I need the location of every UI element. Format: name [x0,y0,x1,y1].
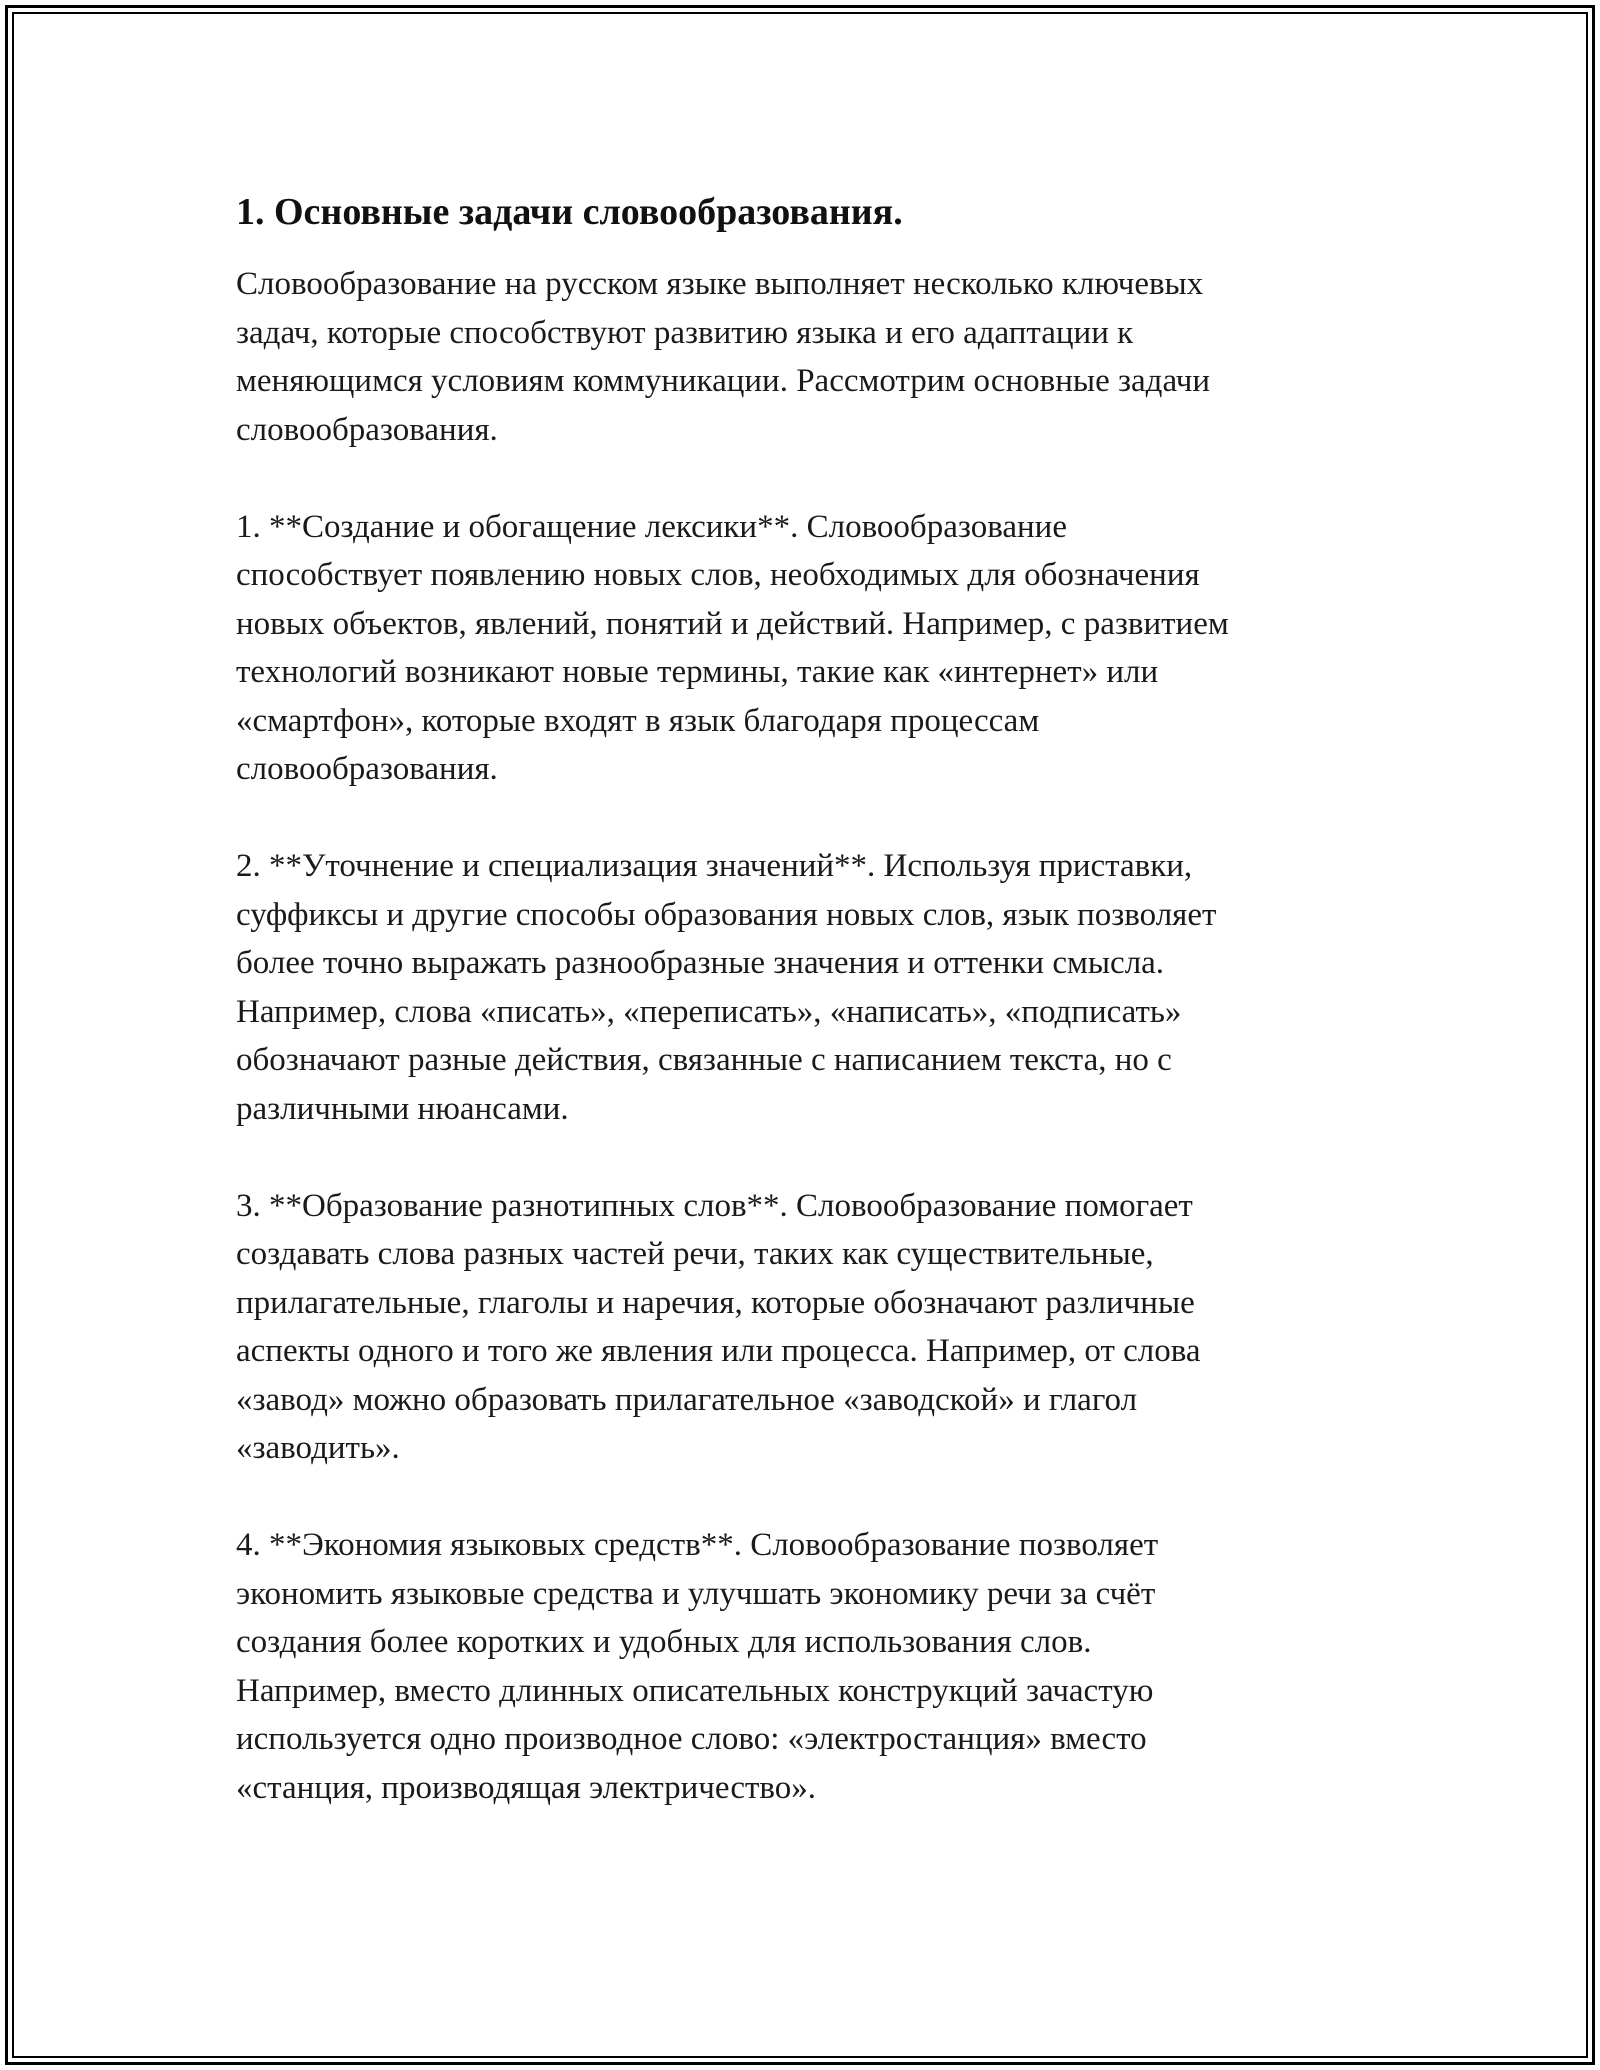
text-line: 1. **Создание и обогащение лексики**. Словообразование [236,508,1067,545]
text-line: «смартфон», которые входят в язык благодаря процессам [236,702,1040,739]
text-line: 4. **Экономия языковых средств**. Словообразование позволяет [236,1527,1159,1563]
text-line: Например, вместо длинных описательных конструкций зачастую [236,1672,1154,1709]
text-line: Например, слова «писать», «переписать», «написать», «подписать» [236,993,1182,1030]
text-line: создавать слова разных частей речи, таких как существительные, [236,1236,1154,1272]
text-line: обозначают разные действия, связанные с написанием текста, но с [236,1042,1172,1078]
intro-paragraph [236,260,1366,454]
text-line: используется одно производное слово: «электростанция» вместо [236,1721,1147,1757]
text-line: создания более коротких и удобных для использования слов. [236,1624,1092,1660]
text-line: «заводить». [236,1430,400,1466]
text-line: различными нюансами. [236,1090,569,1127]
text-line: задач, которые способствуют развитию языка и его адаптации к [236,314,1134,351]
text-line: технологий возникают новые термины, такие как «интернет» или [236,654,1159,690]
text-line: «станция, производящая электричество». [236,1769,816,1806]
task-paragraph-2 [236,842,1366,1133]
text-line: 3. **Образование разнотипных слов**. Словообразование помогает [236,1187,1193,1224]
task-paragraph-4 [236,1521,1366,1812]
task-paragraph-1 [236,503,1366,794]
text-line: 2. **Уточнение и специализация значений**. Используя приставки, [236,848,1193,884]
document-body [236,188,1366,1861]
section-heading: 1. Основные задачи словообразования. [236,191,903,233]
text-line: Словообразование на русском языке выполняет несколько ключевых [236,266,1204,302]
text-line: словообразования. [236,751,498,787]
text-line: «завод» можно образовать прилагательное «заводской» и глагол [236,1381,1138,1418]
text-line: суффиксы и другие способы образования новых слов, язык позволяет [236,896,1217,933]
text-line: новых объектов, явлений, понятий и действий. Например, с развитием [236,605,1229,642]
text-line: словообразования. [236,411,498,448]
text-line: более точно выражать разнообразные значения и оттенки смысла. [236,945,1165,981]
task-paragraph-3 [236,1182,1366,1473]
text-line: экономить языковые средства и улучшать экономику речи за счёт [236,1575,1156,1612]
text-line: аспекты одного и того же явления или процесса. Например, от слова [236,1333,1201,1369]
text-line: прилагательные, глаголы и наречия, которые обозначают различные [236,1284,1195,1321]
text-line: меняющимся условиям коммуникации. Рассмотрим основные задачи [236,363,1211,399]
text-line: способствует появлению новых слов, необходимых для обозначения [236,557,1200,593]
